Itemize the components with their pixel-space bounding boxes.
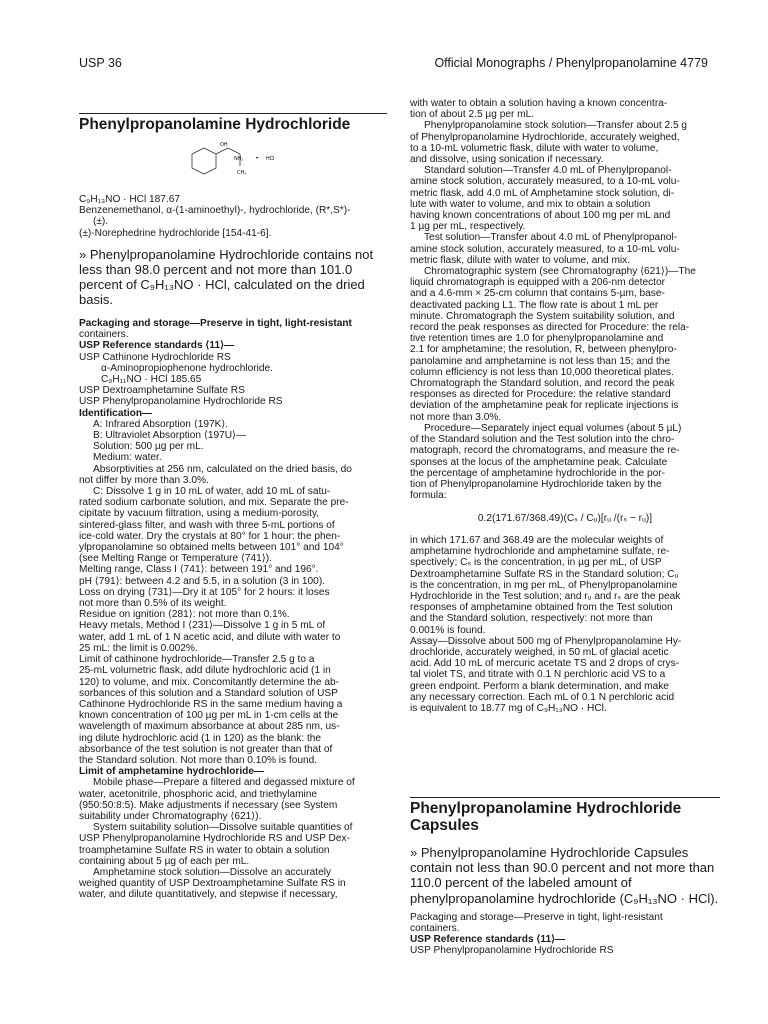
text-line [410, 501, 720, 512]
text-line: Heavy metals, Method I ⟨231⟩—Dissolve 1 g in 5 mL of [79, 620, 326, 632]
other-name: (±)-Norephedrine hydrochloride [154-41-6]. [79, 227, 272, 239]
text-line: with water to obtain a solution having a known concentra- [410, 98, 668, 109]
chemical-name: Benzenemethanol, α-(1-aminoethyl)-, hydrochloride, (R*,S*)- [79, 205, 351, 217]
title-rule [79, 113, 387, 114]
text-line: green endpoint. Perform a blank determination, and make [410, 680, 669, 692]
text-line: Standard solution—Transfer 4.0 mL of Phenylpropanol- [424, 165, 672, 177]
text-line: not differ by more than 3.0%. [79, 474, 209, 486]
text-line: water, and dilute quantitatively, and stepwise if necessary, [79, 889, 338, 901]
text-line: Packaging and storage—Preserve in tight, light-resistant [410, 911, 663, 923]
text-line: Loss on drying ⟨731⟩—Dry it at 105° for 2 hours: it loses [79, 586, 330, 598]
text-line: in which 171.67 and 368.49 are the molecular weights of [410, 534, 664, 546]
text-line: Chromatograph the Standard solution, and record the peak [410, 378, 675, 390]
calculation-formula: 0.2(171.67/368.49)(Cₛ / Cᵤ)[rᵤ /(rₛ − rᵤ)] [477, 512, 653, 524]
text-line: metric flask, dilute with water to volume, and mix. [410, 254, 631, 266]
text-line: containers. [79, 329, 129, 341]
text-line: α-Aminopropiophenone hydrochloride. [101, 362, 273, 374]
text-line: (950:50:8:5). Make adjustments if necessary (see System [79, 799, 338, 811]
text-line: Packaging and storage—Preserve in tight, light-resistant [79, 318, 352, 329]
packaging-storage [79, 318, 389, 329]
text-line: Hydrochloride in the Test solution; and rᵤ and rₛ are the peak [410, 590, 681, 602]
text-line: acid. Add 10 mL of mercuric acetate TS and 2 drops of crys- [410, 658, 680, 670]
title-line: Phenylpropanolamine Hydrochloride [410, 800, 682, 817]
text-line: USP Phenylpropanolamine Hydrochloride RS and USP Dex- [79, 833, 350, 845]
text-line: having known concentrations of about 100 mg per mL and [410, 210, 671, 222]
text-line: and the Standard solution, respectively: not more than [410, 613, 653, 625]
text-line: minute. Chromatograph the System suitability solution, and [410, 310, 675, 322]
text-line: tion of Phenylpropanolamine Hydrochloride taken by the [410, 478, 662, 490]
text-line: liquid chromatograph is equipped with a 206-nm detector [410, 277, 665, 289]
text-line: (see Melting Range or Temperature ⟨741⟩). [79, 553, 272, 565]
monograph-lead: » Phenylpropanolamine Hydrochloride contains not less than 98.0 percent and not more than 101.0 percent of C₉H₁₃NO · HCl, calculated on the dried basis. [79, 246, 374, 308]
nh2-label: NH₂ [234, 156, 244, 162]
molecular-formula: C₉H₁₃NO · HCl 187.67 [79, 194, 181, 205]
text-line: B: Ultraviolet Absorption ⟨197U⟩— [93, 430, 247, 442]
text-line: amphetamine hydrochloride and amphetamine sulfate, re- [410, 546, 670, 558]
text-line: water, acetonitrile, phosphoric acid, and triethylamine [79, 788, 318, 800]
text-line: Melting range, Class I ⟨741⟩: between 191° and 196°. [79, 564, 319, 576]
text-line: amine stock solution, accurately measured, to a 10-mL volu- [410, 243, 680, 255]
text-line: 2.1 for amphetamine; the resolution, R, between phenylpro- [410, 344, 677, 356]
text-line: of the Standard solution and the Test solution into the chro- [410, 434, 675, 446]
text-line: USP Dextroamphetamine Sulfate RS [79, 385, 245, 397]
section-heading: USP Reference standards ⟨11⟩— [79, 340, 235, 352]
text-line: is the concentration, in mg per mL, of Phenylpropanolamine [410, 579, 678, 591]
chemical-structure [190, 142, 310, 184]
text-line: absorbance of the test solution is not greater than that of [79, 743, 333, 755]
text-line: weighed quantity of USP Dextroamphetamine Sulfate RS in [79, 878, 346, 890]
text-line: sponses at the locus of the amphetamine peak. Calculate [410, 456, 668, 468]
text-line: C₉H₁₁NO · HCl 185.65 [101, 374, 202, 386]
text-line: rated sodium carbonate solution, and mix. Separate the pre- [79, 497, 349, 509]
text-line: Assay—Dissolve about 500 mg of Phenylpropanolamine Hy- [410, 635, 682, 647]
text-line: Residue on ignition ⟨281⟩: not more than 0.1%. [79, 609, 290, 621]
text-line: formula: [410, 490, 447, 502]
text-line: matograph, record the chromatograms, and measure the re- [410, 445, 680, 457]
text-line: C: Dissolve 1 g in 10 mL of water, add 10 mL of satu- [93, 486, 331, 498]
text-line: ice-cold water. Dry the crystals at 80° for 1 hour: the phen- [79, 530, 341, 542]
text-line: Limit of cathinone hydrochloride—Transfer 2.5 g to a [79, 654, 315, 666]
text-line: 25-mL volumetric flask, add dilute hydrochloric acid (1 in [79, 665, 331, 677]
text-line: drochloride, accurately weighed, in 50 mL of glacial acetic [410, 646, 669, 658]
text-line: Dextroamphetamine Sulfate RS in the Standard solution; Cᵤ [410, 568, 679, 580]
chemical-name-cont: (±). [93, 216, 109, 228]
text-line: amine stock solution, accurately measured, to a 10-mL volu- [410, 176, 680, 188]
text-line: not more than 0.5% of its weight. [79, 598, 227, 610]
text-line: 120) to volume, and mix. Concomitantly determine the ab- [79, 676, 340, 688]
section-heading: Identification— [79, 407, 153, 419]
text-line: USP Phenylpropanolamine Hydrochloride RS [410, 945, 614, 957]
text-line: Cathinone Hydrochloride RS in the same medium having a [79, 698, 343, 710]
text-line: Test solution—Transfer about 4.0 mL of Phenylpropanol- [424, 232, 678, 244]
section-heading: USP Reference standards ⟨11⟩— [410, 934, 566, 946]
text-line: Phenylpropanolamine stock solution—Transfer about 2.5 g [424, 120, 688, 132]
text-line: sorbances of this solution and a Standard solution of USP [79, 687, 338, 699]
text-line: ylpropanolamine so obtained melts between 101° and 104° [79, 542, 344, 554]
text-line: 0.001% is found. [410, 624, 486, 636]
text-line [410, 524, 720, 535]
text-line: wavelength of maximum absorbance at about 285 nm, us- [79, 721, 340, 733]
text-line: Mobile phase—Prepare a filtered and degassed mixture of [93, 777, 355, 789]
title-rule-2 [410, 797, 720, 798]
text-line: 25 mL: the limit is 0.002%. [79, 642, 198, 654]
text-line: is equivalent to 18.77 mg of C₉H₁₃NO · HCl. [410, 702, 607, 714]
text-line: the Standard solution. Not more than 0.10% is found. [79, 754, 318, 766]
text-line: Amphetamine stock solution—Dissolve an accurately [93, 866, 332, 878]
text-line: lute with water to volume, and mix to obtain a solution [410, 198, 651, 210]
right-column [410, 98, 720, 714]
text-line: and a 4.6-mm × 25-cm column that contains 5-µm, base- [410, 288, 665, 300]
text-line: Solution: 500 µg per mL. [93, 441, 204, 453]
text-line: column efficiency is not less than 10,000 theoretical plates. [410, 366, 674, 378]
title-line: Capsules [410, 817, 479, 834]
text-line: tion of about 2.5 µg per mL. [410, 109, 535, 121]
text-line: panolamine and amphetamine is not less than 15; and the [410, 355, 671, 367]
monograph-title: Phenylpropanolamine Hydrochloride [79, 116, 351, 133]
monograph2-body [410, 845, 720, 957]
text-line: deviation of the amphetamine peak for replicate injections is [410, 400, 679, 412]
text-line: USP Cathinone Hydrochloride RS [79, 351, 231, 363]
dot-label: • [256, 156, 259, 162]
text-line: cipitate by vacuum filtration, using a medium-porosity, [79, 508, 320, 520]
text-line: containing about 5 µg of each per mL. [79, 855, 250, 867]
text-line: not more than 3.0%. [410, 411, 502, 423]
text-line: responses of amphetamine obtained from the Test solution [410, 602, 673, 614]
text-line: spectively; Cₛ is the concentration, in µg per mL, of USP [410, 557, 662, 569]
page-header [79, 55, 708, 71]
text-line: sintered-glass filter, and wash with three 5-mL portions of [79, 519, 335, 531]
text-line: Procedure—Separately inject equal volumes (about 5 µL) [424, 422, 682, 434]
text-line: to a 10-mL volumetric flask, dilute with water to volume, [410, 142, 659, 154]
text-line: containers. [410, 923, 460, 935]
text-line: responses as directed for Procedure: the relative standard [410, 389, 671, 401]
text-line: Absorptivities at 256 nm, calculated on the dried basis, do [93, 463, 352, 475]
monograph-title-2 [410, 800, 681, 834]
text-line: of Phenylpropanolamine Hydrochloride, accurately weighed, [410, 131, 680, 143]
left-column [79, 318, 389, 901]
text-line: Chromatographic system (see Chromatography ⟨621⟩)—The [424, 266, 696, 278]
text-line: 1 µg per mL, respectively. [410, 221, 526, 233]
text-line: tive retention times are 1.0 for phenylpropanolamine and [410, 333, 664, 345]
text-line: and dissolve, using sonication if necessary. [410, 154, 604, 166]
hcl-label: HCl [266, 156, 275, 162]
ch3-label: CH₃ [237, 170, 247, 176]
text-line: water, add 1 mL of 1 N acetic acid, and dilute with water to [79, 631, 341, 643]
header-left: USP 36 [79, 56, 122, 70]
text-line: A: Infrared Absorption ⟨197K⟩. [93, 418, 229, 430]
text-line: tal violet TS, and titrate with 0.1 N perchloric acid VS to a [410, 669, 666, 681]
text-line: record the peak responses as directed for Procedure: the rela- [410, 322, 690, 334]
text-line: known concentration of 100 µg per mL in 1-cm cells at the [79, 710, 339, 722]
header-right: Official Monographs / Phenylpropanolamine 4779 [434, 56, 708, 70]
text-line: troamphetamine Sulfate RS in water to obtain a solution [79, 844, 330, 856]
oh-label: OH [220, 142, 228, 148]
text-line: metric flask, add 4.0 mL of Amphetamine stock solution, di- [410, 187, 675, 199]
section-heading: Limit of amphetamine hydrochloride— [79, 766, 265, 778]
text-line: System suitability solution—Dissolve suitable quantities of [93, 822, 353, 834]
monograph2-lead: » Phenylpropanolamine Hydrochloride Capsules contain not less than 90.0 percent and not more than 110.0 percent of the labeled amount of phenylpropanolamine hydrochloride (C₉H₁₃NO · HCl). [410, 845, 719, 906]
text-line: pH ⟨791⟩: between 4.2 and 5.5, in a solution (3 in 100). [79, 575, 326, 587]
left-column-intro [79, 194, 389, 308]
text-line: the percentage of amphetamine hydrochloride in the por- [410, 467, 665, 479]
text-line: suitability under Chromatography ⟨621⟩). [79, 810, 262, 822]
text-line: ing dilute hydrochloric acid (1 in 120) as the blank: the [79, 732, 322, 744]
text-line: USP Phenylpropanolamine Hydrochloride RS [79, 396, 283, 408]
text-line: any necessary correction. Each mL of 0.1 N perchloric acid [410, 691, 675, 703]
text-line: deactivated packing L1. The flow rate is about 1 mL per [410, 299, 659, 311]
text-line: Medium: water. [93, 452, 162, 464]
